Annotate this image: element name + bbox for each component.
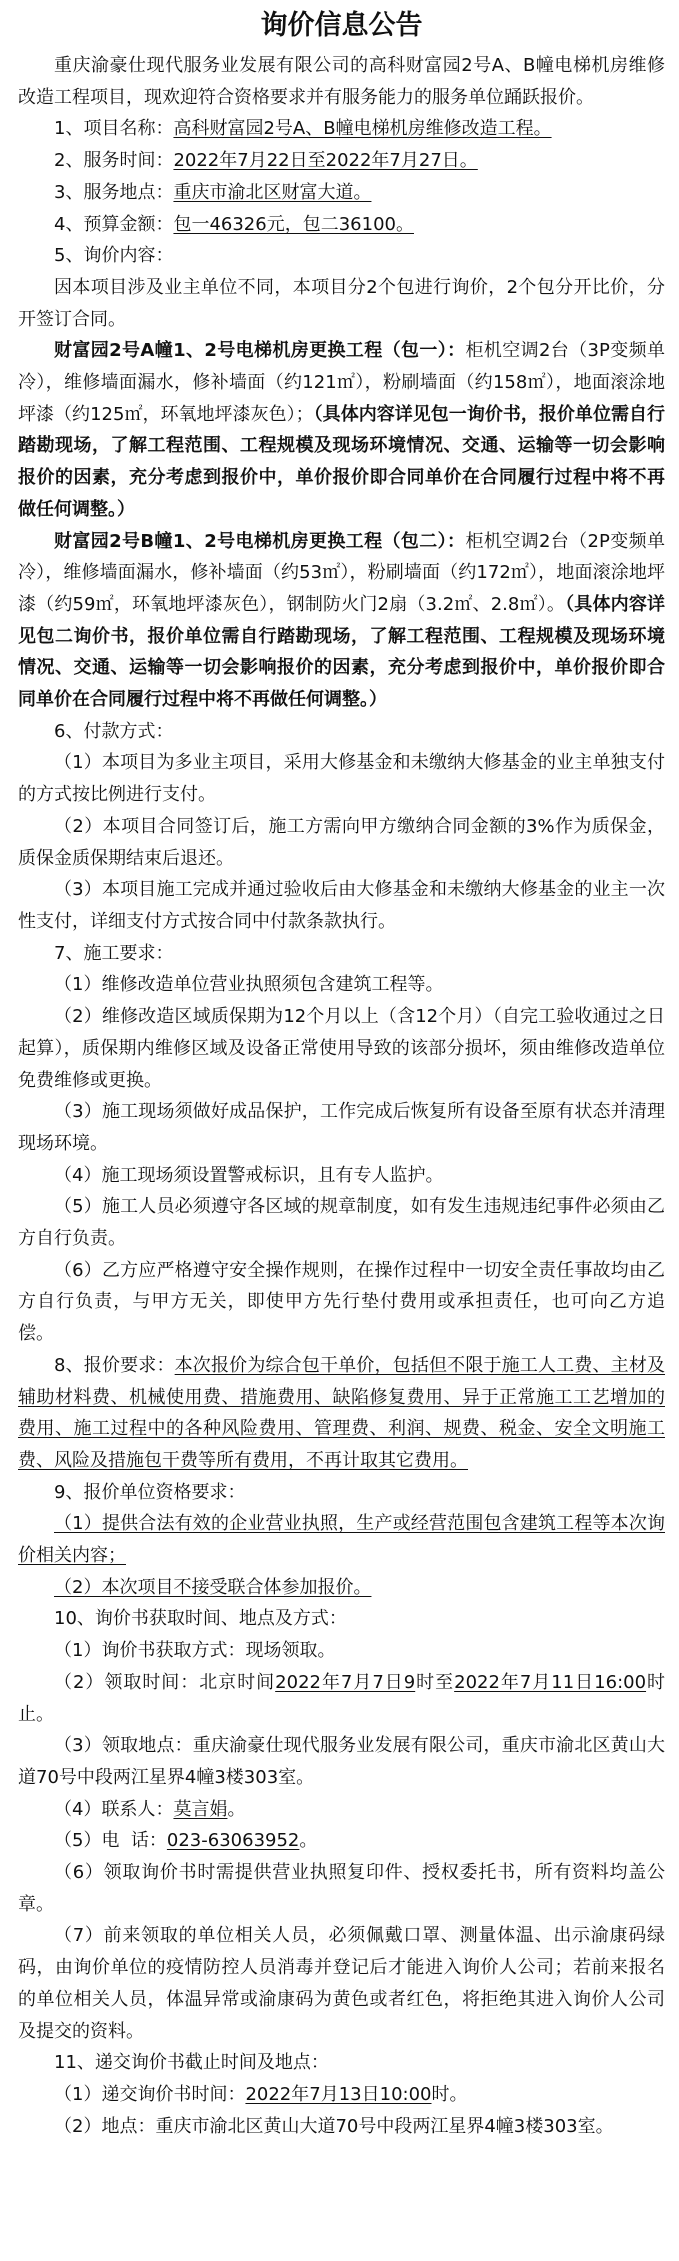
requirement-paragraph: （3）施工现场须做好成品保护，工作完成后恢复所有设备至原有状态并清理现场环境。 [18, 1101, 665, 1154]
package-one-paragraph [18, 335, 665, 525]
qualification-text: （2）本次项目不接受联合体参加报价。 [54, 1576, 372, 1598]
acquisition-paragraph: （1）询价书获取方式：现场领取。 [54, 1640, 336, 1662]
item-service-time [18, 145, 665, 177]
item-quotation-requirements [18, 1350, 665, 1477]
acquisition-paragraph: （3）领取地点：重庆渝豪仕现代服务业发展有限公司，重庆市渝北区黄山大道70号中段两江星界4幢3楼303室。 [18, 1735, 665, 1788]
acquisition-time-label: （2）领取时间：北京时间 [54, 1671, 276, 1693]
acquisition-time [18, 1667, 665, 1730]
requirement-paragraph: （4）施工现场须设置警戒标识，且有专人监护。 [54, 1164, 444, 1186]
contact-suffix: 。 [227, 1798, 246, 1820]
package-two-desc: 柜机空调2台（2P变频单冷），维修墙面漏水，修补墙面（约53㎡），粉刷墙面（约172㎡），地面滚涂地坪漆（约59㎡，环氧地坪漆灰色），钢制防火门2扇（3.2㎡、2.8㎡）。 [18, 530, 666, 615]
submission-time-label: （1）递交询价书时间： [54, 2084, 246, 2105]
item-document-acquisition: 10、询价书获取时间、地点及方式： [54, 1608, 347, 1630]
item-payment-method: 6、付款方式： [54, 720, 174, 742]
item-submission-deadline: 11、递交询价书截止时间及地点： [54, 2052, 329, 2074]
item-qualification: 9、报价单位资格要求： [54, 1481, 246, 1503]
phone-label: （5）电 话： [54, 1830, 167, 1852]
package-one-title: 财富园2号A幢1、2号电梯机房更换工程（包一）： [54, 340, 466, 362]
payment-paragraph: （3）本项目施工完成并通过验收后由大修基金和未缴纳大修基金的业主一次性支付，详细支付方式按合同中付款条款执行。 [18, 879, 665, 932]
submission-time-value: 2022年7月13日10:00 [245, 2084, 432, 2105]
requirement-paragraph: （5）施工人员必须遵守各区域的规章制度，如有发生违规违纪事件必须由乙方自行负责。 [18, 1196, 665, 1250]
item-service-location [18, 177, 665, 209]
item-construction-requirements: 7、施工要求： [54, 942, 174, 964]
submission-location: （2）地点：重庆市渝北区黄山大道70号中段两江星界4幢3楼303室。 [54, 2115, 614, 2137]
package-two-note: （具体内容详见包二询价书，报价单位需自行踏勘现场，了解工程范围、工程规模及现场环境情况、交通、运输等一切会影响报价的因素，充分考虑到报价中，单价报价即合同单价在合同履行过程中将不再做任何调整。） [18, 593, 666, 711]
phone-number: 023-63063952 [166, 1830, 300, 1852]
item-value: 高科财富园2号A、B幢电梯机房维修改造工程。 [173, 118, 552, 140]
item-value: 重庆市渝北区财富大道。 [173, 181, 372, 203]
contact-label: （4）联系人： [54, 1798, 174, 1820]
package-one-note: （具体内容详见包一询价书，报价单位需自行踏勘现场，了解工程范围、工程规模及现场环境情况、交通、运输等一切会影响报价的因素，充分考虑到报价中，单价报价即合同单价在合同履行过程中将不再做任何调整。） [18, 403, 666, 520]
payment-paragraph: （1）本项目为多业主项目，采用大修基金和未缴纳大修基金的业主单独支付的方式按比例进行支付。 [18, 752, 665, 806]
page-title: 询价信息公告 [260, 10, 423, 41]
inquiry-content-paragraph: 因本项目涉及业主单位不同，本项目分2个包进行询价，2个包分开比价，分开签订合同。 [18, 276, 665, 330]
submission-time-suffix: 时。 [431, 2084, 468, 2105]
item-label: 4、预算金额： [54, 213, 174, 235]
item-value: 2022年7月22日至2022年7月27日。 [173, 150, 478, 172]
item-label: 2、服务时间： [54, 150, 174, 172]
contact-name: 莫言娟 [173, 1798, 228, 1820]
submission-time [18, 2079, 665, 2111]
item-label: 8、报价要求： [54, 1354, 175, 1376]
item-value: 本次报价为综合包干单价，包括但不限于施工人工费、主材及辅助材料费、机械使用费、措施费用、缺陷修复费用、异于正常施工工艺增加的费用、施工过程中的各种风险费用、管理费、利润、规费、税金、安全文明施工费、风险及措施包干费等所有费用，不再计取其它费用。 [18, 1354, 666, 1471]
package-two-paragraph [18, 526, 665, 716]
acquisition-end: 2022年7月11日16:00 [454, 1671, 647, 1693]
item-label: 3、服务地点： [54, 181, 174, 203]
item-value: 包一46326元，包二36100。 [173, 213, 414, 235]
acquisition-start: 2022年7月7日9 [275, 1671, 416, 1693]
intro-paragraph: 重庆渝豪仕现代服务业发展有限公司的高科财富园2号A、B幢电梯机房维修改造工程项目，现欢迎符合资格要求并有服务能力的服务单位踊跃报价。 [18, 55, 665, 108]
qualification-paragraph: （1）提供合法有效的企业营业执照，生产或经营范围包含建筑工程等本次询价相关内容； [18, 1513, 665, 1567]
item-project-name [18, 113, 665, 145]
requirement-paragraph: （6）乙方应严格遵守安全操作规则，在操作过程中一切安全责任事故均由乙方自行负责，与甲方无关，即使甲方先行垫付费用或承担责任，也可向乙方追偿。 [18, 1259, 665, 1345]
qualification-paragraph [18, 1572, 665, 1604]
contact-phone [18, 1825, 665, 1857]
acquisition-to: 时至 [415, 1671, 455, 1693]
acquisition-paragraph: （6）领取询价书时需提供营业执照复印件、授权委托书，所有资料均盖公章。 [18, 1862, 665, 1915]
requirement-paragraph: （2）维修改造区域质保期为12个月以上（含12个月）（自完工验收通过之日起算），质保期内维修区域及设备正常使用导致的该部分损坏，须由维修改造单位免费维修或更换。 [18, 1006, 665, 1091]
phone-suffix: 。 [299, 1830, 318, 1852]
package-two-title: 财富园2号B幢1、2号电梯机房更换工程（包二）： [54, 530, 466, 552]
item-inquiry-content: 5、询价内容： [54, 245, 174, 267]
package-one-desc: 柜机空调2台（3P变频单冷），维修墙面漏水，修补墙面（约121㎡），粉刷墙面（约158㎡），地面滚涂地坪漆（约125㎡，环氧地坪漆灰色）； [18, 340, 665, 425]
contact-person [18, 1794, 665, 1826]
requirement-paragraph: （1）维修改造单位营业执照须包含建筑工程等。 [54, 974, 444, 996]
item-label: 1、项目名称： [54, 118, 174, 140]
item-budget [18, 209, 665, 241]
acquisition-end-suffix: 时止。 [18, 1671, 666, 1725]
payment-paragraph: （2）本项目合同签订后，施工方需向甲方缴纳合同金额的3%作为质保金，质保金质保期结束后退还。 [18, 815, 665, 869]
acquisition-paragraph: （7）前来领取的单位相关人员，必须佩戴口罩、测量体温、出示渝康码绿码，由询价单位的疫情防控人员消毒并登记后才能进入询价人公司；若前来报名的单位相关人员，体温异常或渝康码为黄色或者红色，将拒绝其进入询价人公司及提交的资料。 [18, 1925, 665, 2042]
